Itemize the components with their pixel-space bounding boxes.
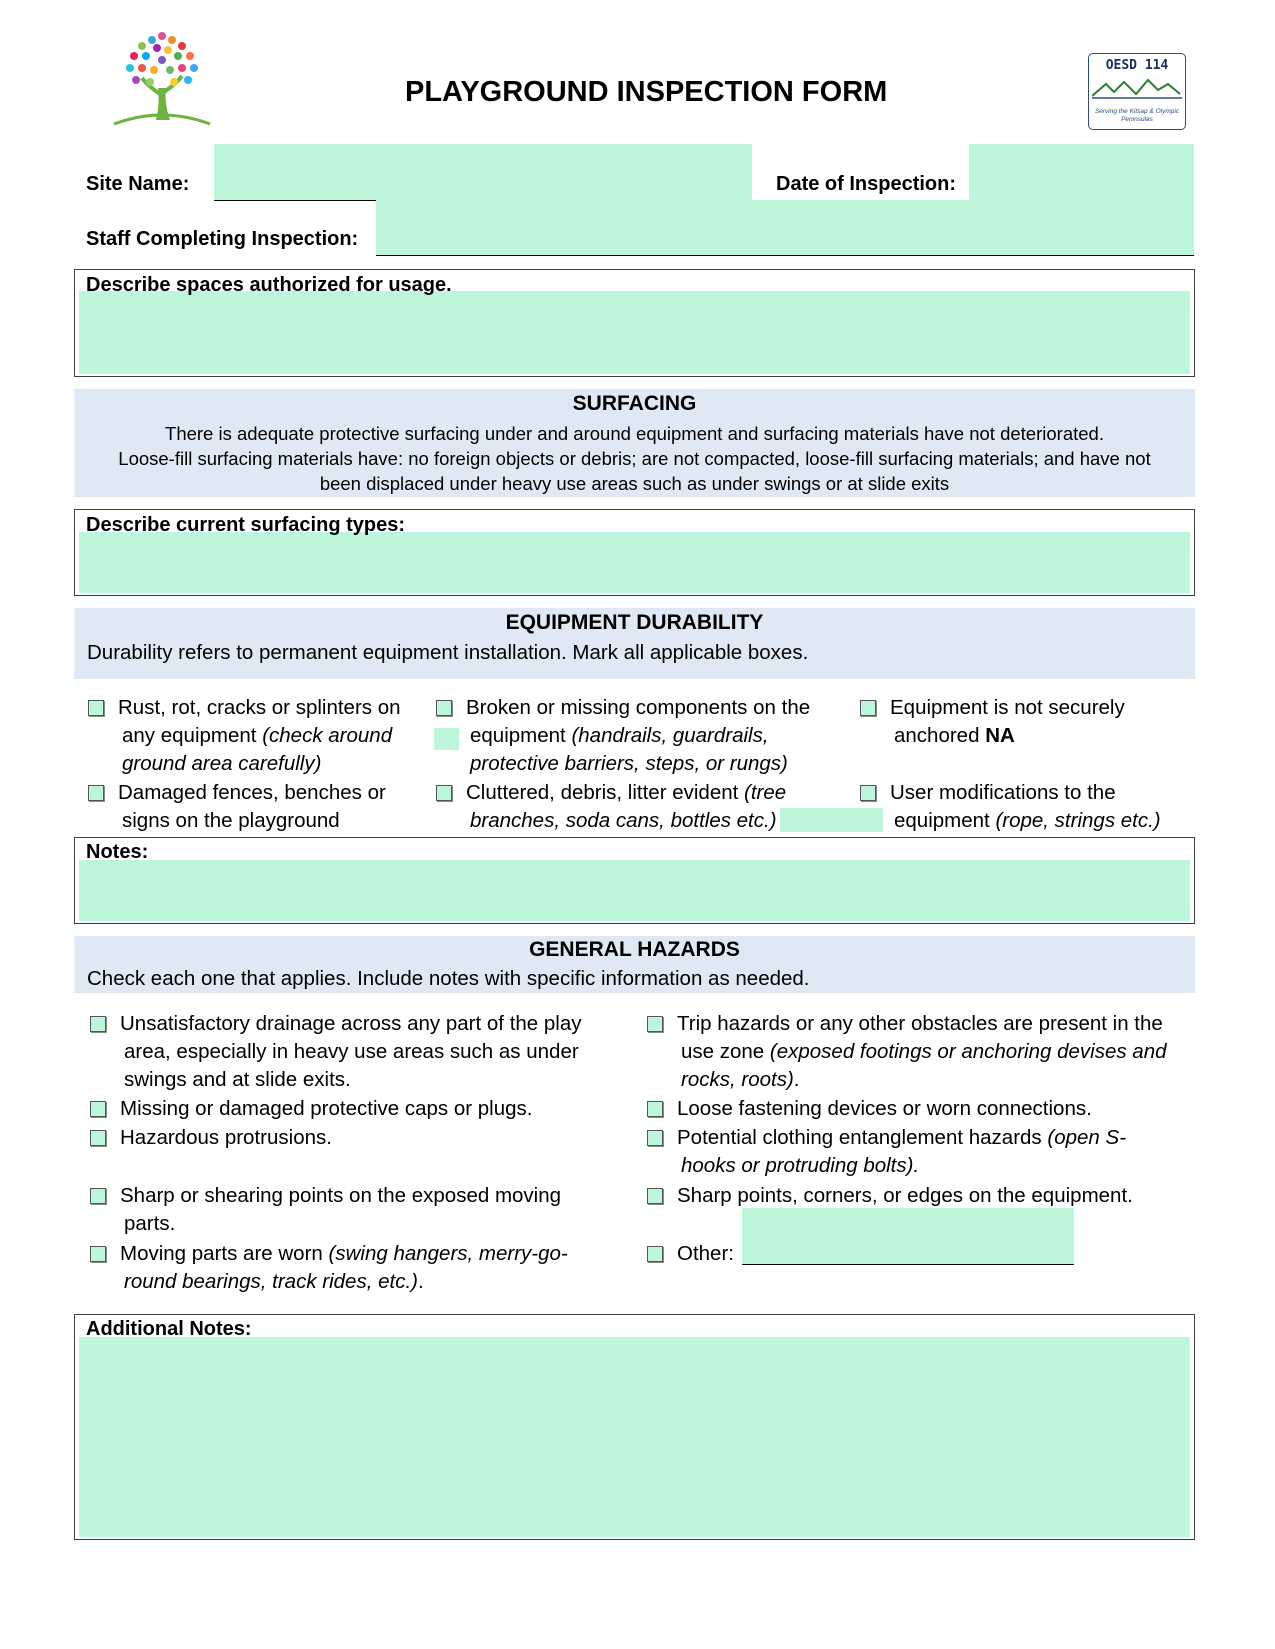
additional-notes-field[interactable] [79, 1337, 1190, 1537]
hazard-right-item-3-italic: (open S- [1047, 1126, 1127, 1149]
site-name-label: Site Name: [86, 173, 190, 195]
durability-item-5-italic-2: branches, soda cans, bottles etc.) [470, 809, 777, 832]
durability-item-1-italic: (check around [262, 724, 393, 747]
page-title: PLAYGROUND INSPECTION FORM [405, 76, 888, 108]
hazard-right-item-1-line-2 [677, 1038, 1192, 1066]
durability-item-6-italic: (rope, strings etc.) [995, 809, 1161, 832]
hazard-right-item-3-line-1 [677, 1124, 1192, 1152]
durability-extra-field[interactable] [434, 728, 459, 750]
hazard-other-field[interactable] [742, 1208, 1074, 1265]
durability-item-2-line-2 [466, 722, 866, 750]
staff-label: Staff Completing Inspection: [86, 228, 359, 250]
staff-field[interactable] [376, 200, 1194, 256]
hazard-left-item-5-line-2 [120, 1268, 620, 1296]
hazard-left-item-4-line-2: parts. [124, 1212, 176, 1235]
surfacing-section [74, 389, 1195, 497]
hazard-right-item-1-tail: . [793, 1068, 800, 1091]
hazard-left-item-1-line-3: swings and at slide exits. [124, 1068, 351, 1091]
hazard-right-item-3 [677, 1124, 1192, 1180]
hazard-right-checkbox-4[interactable] [647, 1188, 663, 1204]
durability-item-2-line-3 [466, 750, 866, 778]
hazard-left-item-1 [120, 1010, 620, 1094]
additional-notes-label: Additional Notes: [86, 1318, 252, 1340]
durability-checkbox-4[interactable] [88, 785, 104, 801]
hazard-left-item-5 [120, 1240, 620, 1296]
durability-item-6-line-1: User modifications to the [890, 781, 1116, 804]
surfacing-types-box [74, 509, 1195, 596]
oesd-logo-subtext: Serving the Kitsap & Olympic Peninsulas [1094, 108, 1180, 123]
durability-item-2 [466, 694, 866, 778]
surfacing-types-field[interactable] [79, 532, 1190, 593]
hazard-right-item-1-text: use zone [681, 1040, 770, 1063]
durability-item-3-line-2 [890, 722, 1190, 750]
durability-item-1-line-1: Rust, rot, cracks or splinters on [118, 696, 401, 719]
durability-item-2-text: equipment [470, 724, 572, 747]
hazard-left-item-1-line-2: area, especially in heavy use areas such as under [124, 1040, 579, 1063]
hazard-right-item-1-line-3 [677, 1066, 1192, 1094]
notes-label: Notes: [86, 841, 149, 863]
durability-item-2-italic: (handrails, guardrails, [571, 724, 769, 747]
durability-item-4-line-1: Damaged fences, benches or [118, 781, 386, 804]
durability-item-6-line-2 [890, 807, 1195, 835]
hazard-right-checkbox-1[interactable] [647, 1016, 663, 1032]
durability-item-5-text: Cluttered, debris, litter evident [466, 781, 745, 804]
hazards-section [74, 936, 1195, 993]
durability-checkbox-2[interactable] [436, 700, 452, 716]
durability-item-3-line-1: Equipment is not securely [890, 696, 1125, 719]
spaces-label: Describe spaces authorized for usage. [86, 274, 452, 296]
hazard-left-item-5-text: Moving parts are worn [120, 1242, 329, 1265]
durability-checkbox-6[interactable] [860, 785, 876, 801]
hazard-right-item-2: Loose fastening devices or worn connections. [677, 1097, 1092, 1120]
hazard-right-item-4: Sharp points, corners, or edges on the equipment. [677, 1184, 1133, 1207]
hazard-left-item-4 [120, 1182, 620, 1238]
hazard-right-checkbox-2[interactable] [647, 1101, 663, 1117]
durability-item-2-line-1: Broken or missing components on the [466, 696, 811, 719]
hazard-right-item-3-italic-2: hooks or protruding bolts). [681, 1154, 920, 1177]
durability-item-5-line-1 [466, 779, 866, 807]
durability-item-4 [118, 779, 418, 835]
durability-item-3-text: anchored [894, 724, 986, 747]
surfacing-title: SURFACING [572, 392, 697, 415]
spaces-box [74, 269, 1195, 377]
hazard-left-item-2: Missing or damaged protective caps or plugs. [120, 1097, 533, 1120]
durability-section [74, 608, 1195, 679]
hazard-left-checkbox-5[interactable] [90, 1246, 106, 1262]
durability-item-3 [890, 694, 1190, 750]
durability-item-4-line-2: signs on the playground [122, 809, 340, 832]
hazard-left-item-3: Hazardous protrusions. [120, 1126, 332, 1149]
hazard-right-item-3-line-2 [677, 1152, 1192, 1180]
durability-item-3-bold: NA [985, 724, 1015, 747]
hazard-right-item-1-line-1: Trip hazards or any other obstacles are present in the [677, 1012, 1163, 1035]
hazard-left-checkbox-4[interactable] [90, 1188, 106, 1204]
hazard-left-item-1-line-1: Unsatisfactory drainage across any part of the play [120, 1012, 582, 1035]
date-label: Date of Inspection: [776, 173, 957, 195]
spaces-field[interactable] [79, 291, 1190, 374]
date-field[interactable] [969, 144, 1194, 201]
durability-checkbox-3[interactable] [860, 700, 876, 716]
hazard-left-item-5-italic: (swing hangers, merry-go- [328, 1242, 568, 1265]
hazard-right-item-1 [677, 1010, 1192, 1094]
durability-subtitle: Durability refers to permanent equipment installation. Mark all applicable boxes. [87, 641, 809, 664]
tree-logo [112, 28, 212, 132]
site-name-field[interactable] [214, 144, 752, 201]
hazard-left-item-5-italic-2: round bearings, track rides, etc.) [124, 1270, 418, 1293]
hazard-left-checkbox-1[interactable] [90, 1016, 106, 1032]
surfacing-line-2: Loose-fill surfacing materials have: no foreign objects or debris; are not compacted, loose-fill surfacing materials; and have not [118, 448, 1151, 469]
hazard-left-item-5-line-1 [120, 1240, 620, 1268]
oesd-logo-text: OESD 114 [1105, 58, 1169, 73]
hazard-right-checkbox-5[interactable] [647, 1246, 663, 1262]
surfacing-types-label: Describe current surfacing types: [86, 514, 405, 536]
notes-box [74, 837, 1195, 924]
durability-other-field[interactable] [780, 808, 883, 832]
hazard-right-item-1-italic: (exposed footings or anchoring devises and [769, 1040, 1167, 1063]
durability-item-2-italic-2: protective barriers, steps, or rungs) [470, 752, 788, 775]
hazard-left-item-4-line-1: Sharp or shearing points on the exposed moving [120, 1184, 562, 1207]
additional-notes-box [74, 1314, 1195, 1540]
hazard-right-checkbox-3[interactable] [647, 1130, 663, 1146]
durability-item-6-text: equipment [894, 809, 996, 832]
notes-field[interactable] [79, 860, 1190, 921]
durability-item-1-italic-2: ground area carefully) [122, 752, 322, 775]
durability-item-1-text: any equipment [122, 724, 263, 747]
hazard-right-item-5: Other: [677, 1242, 734, 1265]
durability-item-1-line-3 [118, 750, 418, 778]
durability-checkbox-5[interactable] [436, 785, 452, 801]
durability-item-6 [890, 779, 1195, 835]
durability-item-1 [118, 694, 418, 778]
oesd-logo [1088, 53, 1186, 130]
hazard-left-checkbox-3[interactable] [90, 1130, 106, 1146]
durability-title: EQUIPMENT DURABILITY [505, 611, 764, 634]
hazards-title: GENERAL HAZARDS [529, 938, 740, 961]
hazard-left-checkbox-2[interactable] [90, 1101, 106, 1117]
surfacing-line-1: There is adequate protective surfacing under and around equipment and surfacing materials have not deteriorated. [165, 423, 1104, 444]
hazard-right-item-3-text: Potential clothing entanglement hazards [677, 1126, 1048, 1149]
hazard-right-item-1-italic-2: rocks, roots) [681, 1068, 794, 1091]
surfacing-line-3: been displaced under heavy use areas such as under swings or at slide exits [319, 473, 950, 494]
durability-checkbox-1[interactable] [88, 700, 104, 716]
hazards-subtitle: Check each one that applies. Include notes with specific information as needed. [87, 967, 810, 990]
durability-item-1-line-2 [118, 722, 418, 750]
durability-item-5-italic: (tree [744, 781, 787, 804]
hazard-left-item-5-tail: . [417, 1270, 424, 1293]
